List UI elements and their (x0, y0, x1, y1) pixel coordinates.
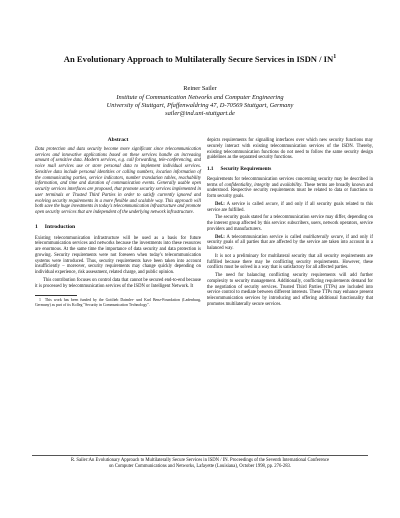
right-paragraph-3: It is not a preliminary for multilateral security that all security requirements are fulfilled because there may be conflicting security requirements. However, these conflicts must be solved in a way that is satisfactory for all affected parties. (207, 253, 373, 271)
footnote-text: This work has been funded by the Gottlieb Daimler- und Karl Benz-Foundation (Ladenburg, Germany) as part of its Kolleg "Security in Communication Technology". (35, 298, 201, 308)
author-name: Reiner Sailer (183, 85, 217, 92)
term-confidentiality: confidentiality (224, 182, 252, 188)
section-title: Introduction (44, 223, 76, 230)
subsection-heading-security-requirements (207, 167, 373, 173)
footnote-rule (35, 295, 77, 296)
text-run: , (251, 182, 255, 188)
section-heading-introduction (35, 225, 201, 231)
title-text: An Evolutionary Approach to Multilaterally Secure Services in ISDN / IN (63, 53, 334, 64)
citation-line-1: R. Sailer:An Evolutionary Approach to Multilaterally Secure Services in ISDN / IN. Proceedings of the Seventh International Conference (70, 458, 330, 463)
definition-multilaterally-secure (207, 235, 373, 252)
requirements-paragraph (207, 177, 373, 200)
text-run: A telecommunication service is called (224, 234, 304, 240)
text-run: Requirements for telecommunication services concerning security may be described in terms of (207, 176, 373, 188)
term-secure: secure (265, 201, 278, 207)
abstract-heading: Abstract (107, 137, 129, 143)
text-run: A service is called (224, 201, 266, 207)
author-address: University of Stuttgart, Pfaffenwaldring 47, D-70569 Stuttgart, Germany (106, 102, 294, 110)
definition-label: Def.: (215, 201, 225, 207)
text-run: . These terms are broadly known and understood. Respective security requirements must be related to data or functions to form security goals. (207, 182, 373, 199)
author-affiliation: Institute of Communication Networks and Computer Engineering (116, 93, 284, 101)
intro-paragraph-1: Existing telecommunication infrastructure will be used as a basis for future telecommunication services and networks because the investments into these resources are enormous. At the same time the importance of data security and data protection is growing. Security requirements were not foreseen when today's telecommunication systems were introduced. Thus, security requirements have been taken into account insufficiently – moreover, security requirements may change quickly depending on individual experience, risk assessment, related charge, and public opinion. (35, 235, 201, 275)
right-paragraph-2: The security goals stated for a telecommunication service may differ, depending on the interest group affected by this service: subscribers, users, network operators, service providers and manufacturers. (207, 215, 373, 232)
text-run: and (270, 182, 281, 188)
footnote-mark: 1 (39, 298, 41, 303)
intro-paragraph-2: This contribution focuses on control data that cannot be secured end-to-end because it is processed by telecommunication services of the ISDN or Intelligent Network. It (35, 277, 201, 289)
right-column (207, 138, 373, 310)
citation-rule (32, 455, 368, 456)
citation-block (32, 458, 368, 470)
paper-title (20, 52, 380, 65)
definition-secure (207, 202, 373, 214)
subsection-number: 1.1 (207, 166, 214, 172)
term-availability: availability (280, 182, 302, 188)
right-paragraph-0: depicts requirements for signalling interfaces over which new security functions may securely interact with existing telecommunication services of the ISDN. Thereby, existing telecommunication functions do not need to follow the same security design guidelines as the separated security functions. (207, 138, 373, 161)
definition-label: Def.: (215, 234, 225, 240)
text-run: , if and only if security goals of all parties that are affected by the service are taken into account in a balanced way. (207, 234, 373, 251)
term-integrity: integrity (254, 182, 271, 188)
author-email: sailer@ind.uni-stuttgart.de (165, 110, 235, 118)
footnote (35, 298, 201, 308)
title-footnote-mark: 1 (333, 54, 337, 60)
right-paragraph-4: The need for balancing conflicting security requirements will add further complexity to security management. Additionally, conflicting requirements demand for the negotiation of security services. Trusted Third Parties (TTPs) are included into service control to mediate between different interests. These TTPs may enhance present telecommunication services by introducing and offering additional functionality that promotes multilaterally secure services. (207, 273, 373, 307)
abstract-text: Data protection and data security become more significant since telecommunication services and innovative applications based on these services handle an increasing amount of sensitive data. Modern services, e.g. call forwarding, tele-conferencing, and voice mail services use or store personal data to implement individual services. Sensitive data include personal identities or calling numbers, location information of the communicating parties, service indicators, number translation tables, reachability information, and time and duration of communication events. Generally usable open security services interfaces are proposed, that promote security services implemented in user terminals or Trusted Third Parties in order to satisfy currently ignored and evolving security requirements in a more flexible and scalable way. This approach will both save the huge investments in today's telecommunication infrastructure and promote open security services that are independent of the underlying network infrastructure. (35, 146, 201, 215)
left-column (35, 138, 201, 308)
section-number: 1 (35, 223, 38, 230)
author-block (20, 85, 380, 119)
subsection-title: Security Requirements (220, 166, 272, 172)
citation-line-2: on Computer Communications and Networks, Lafayette (Louisiana), October 1998, pp. 276-283. (108, 463, 292, 469)
text-run: , if and only if all security goals related to this service are fulfilled. (207, 201, 373, 213)
term-multilaterally-secure: multilaterally secure (303, 234, 343, 240)
